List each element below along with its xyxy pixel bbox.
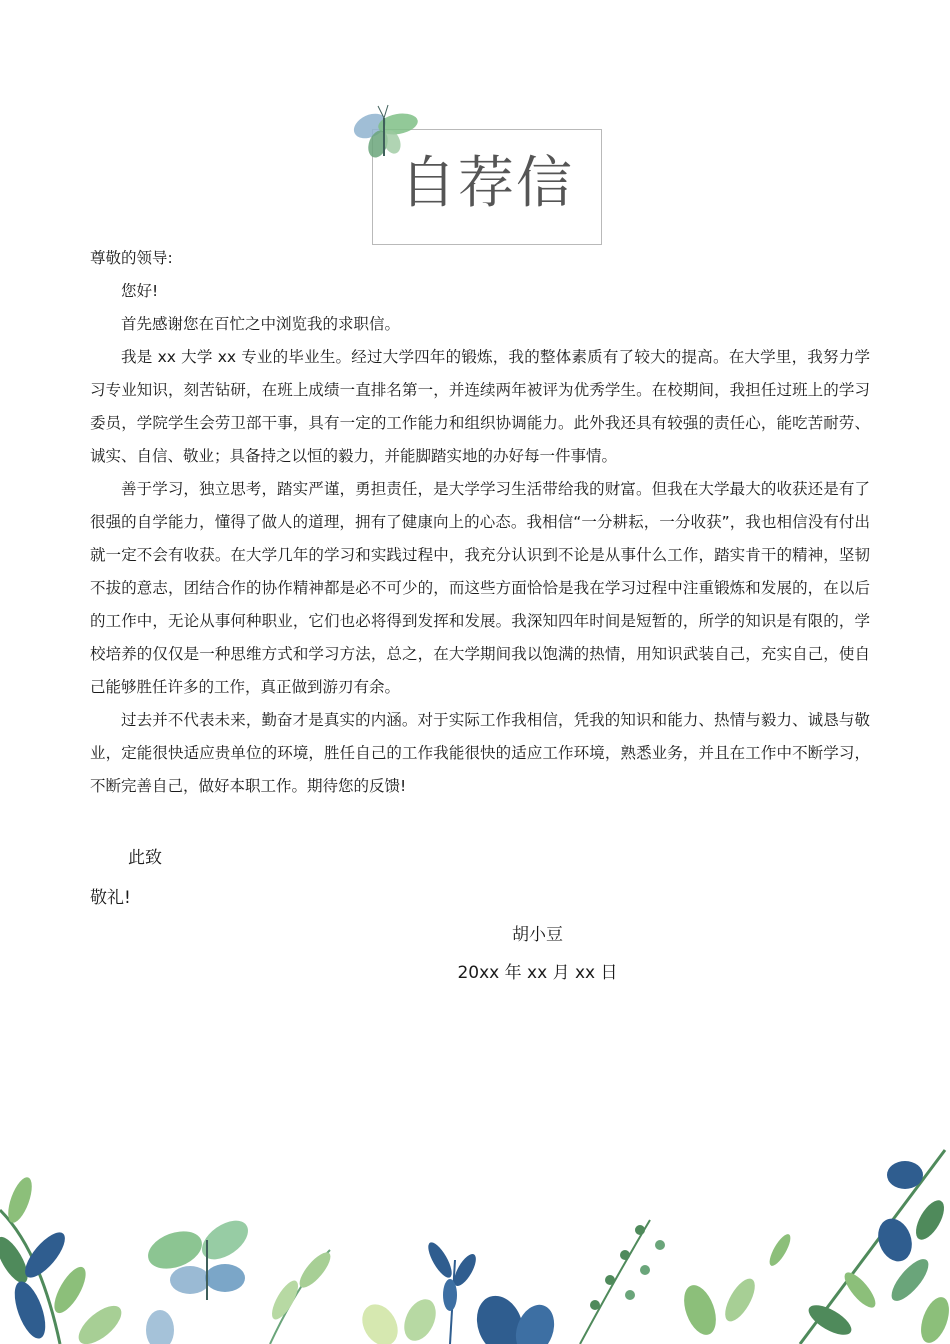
butterfly-icon <box>348 100 422 170</box>
salutation: 尊敬的领导: <box>90 249 173 267</box>
leaf-branch-icon <box>0 1174 128 1344</box>
signature-date: 20xx 年 xx 月 xx 日 <box>457 963 618 983</box>
paragraph-3: 善于学习，独立思考，踏实严谨，勇担责任，是大学学习生活带给我的财富。但我在大学最大的收获还是有了很强的自学能力，懂得了做人的道理，拥有了健康向上的心态。我相信“一分耕耘，一分收获”，我也相信没有付出就一定不会有收获。在大学几年的学习和实践过程中，我充分认识到不论是从事什么工作，踏实肯干的精神，坚韧不拔的意志，团结合作的协作精神都是必不可少的，而这些方面恰恰是我在学习过程中注重锻炼和发展的，在以后的工作中，无论从事何种职业，它们也必将得到发挥和发展。我深知四年时间是短暂的，所学的知识是有限的，学校培养的仅仅是一种思维方式和学习方法，总之，在大学期间我以饱满的热情，用知识武装自己，充实自己，使自己能够胜任许多的工作，真正做到游刃有余。 <box>90 480 870 696</box>
paragraph-1: 首先感谢您在百忙之中浏览我的求职信。 <box>121 315 401 333</box>
paragraph-2: 我是 xx 大学 xx 专业的毕业生。经过大学四年的锻炼，我的整体素质有了较大的提高。在大学里，我努力学习专业知识，刻苦钻研，在班上成绩一直排名第一，并连续两年被评为优秀学生。在校期间，我担任过班上的学习委员，学院学生会劳卫部干事，具有一定的工作能力和组织协调能力。此外我还具有较强的责任心，能吃苦耐劳、诚实、自信、敬业；具备持之以恒的毅力，并能脚踏实地的办好每一件事情。 <box>90 348 870 465</box>
floral-decoration <box>0 1130 950 1344</box>
greeting: 您好! <box>121 282 159 300</box>
leaf-branch-icon <box>580 1220 794 1344</box>
page-title: 自荐信 <box>400 151 574 216</box>
butterfly-icon <box>143 1213 255 1300</box>
signature-name: 胡小豆 <box>512 925 563 945</box>
closing-jingli: 敬礼! <box>90 888 131 908</box>
leaf-branch-icon <box>424 1239 561 1344</box>
leaf-branch-icon <box>146 1248 442 1344</box>
closing <box>90 838 162 918</box>
letter-body <box>90 242 870 803</box>
closing-cizhi: 此致 <box>128 848 162 868</box>
paragraph-4: 过去并不代表未来，勤奋才是真实的内涵。对于实际工作我相信，凭我的知识和能力、热情与毅力、诚恳与敬业，定能很快适应贵单位的环境，胜任自己的工作我能很快的适应工作环境，熟悉业务，并且在工作中不断学习，不断完善自己，做好本职工作。期待您的反馈! <box>90 711 870 795</box>
leaf-branch-icon <box>800 1150 950 1344</box>
